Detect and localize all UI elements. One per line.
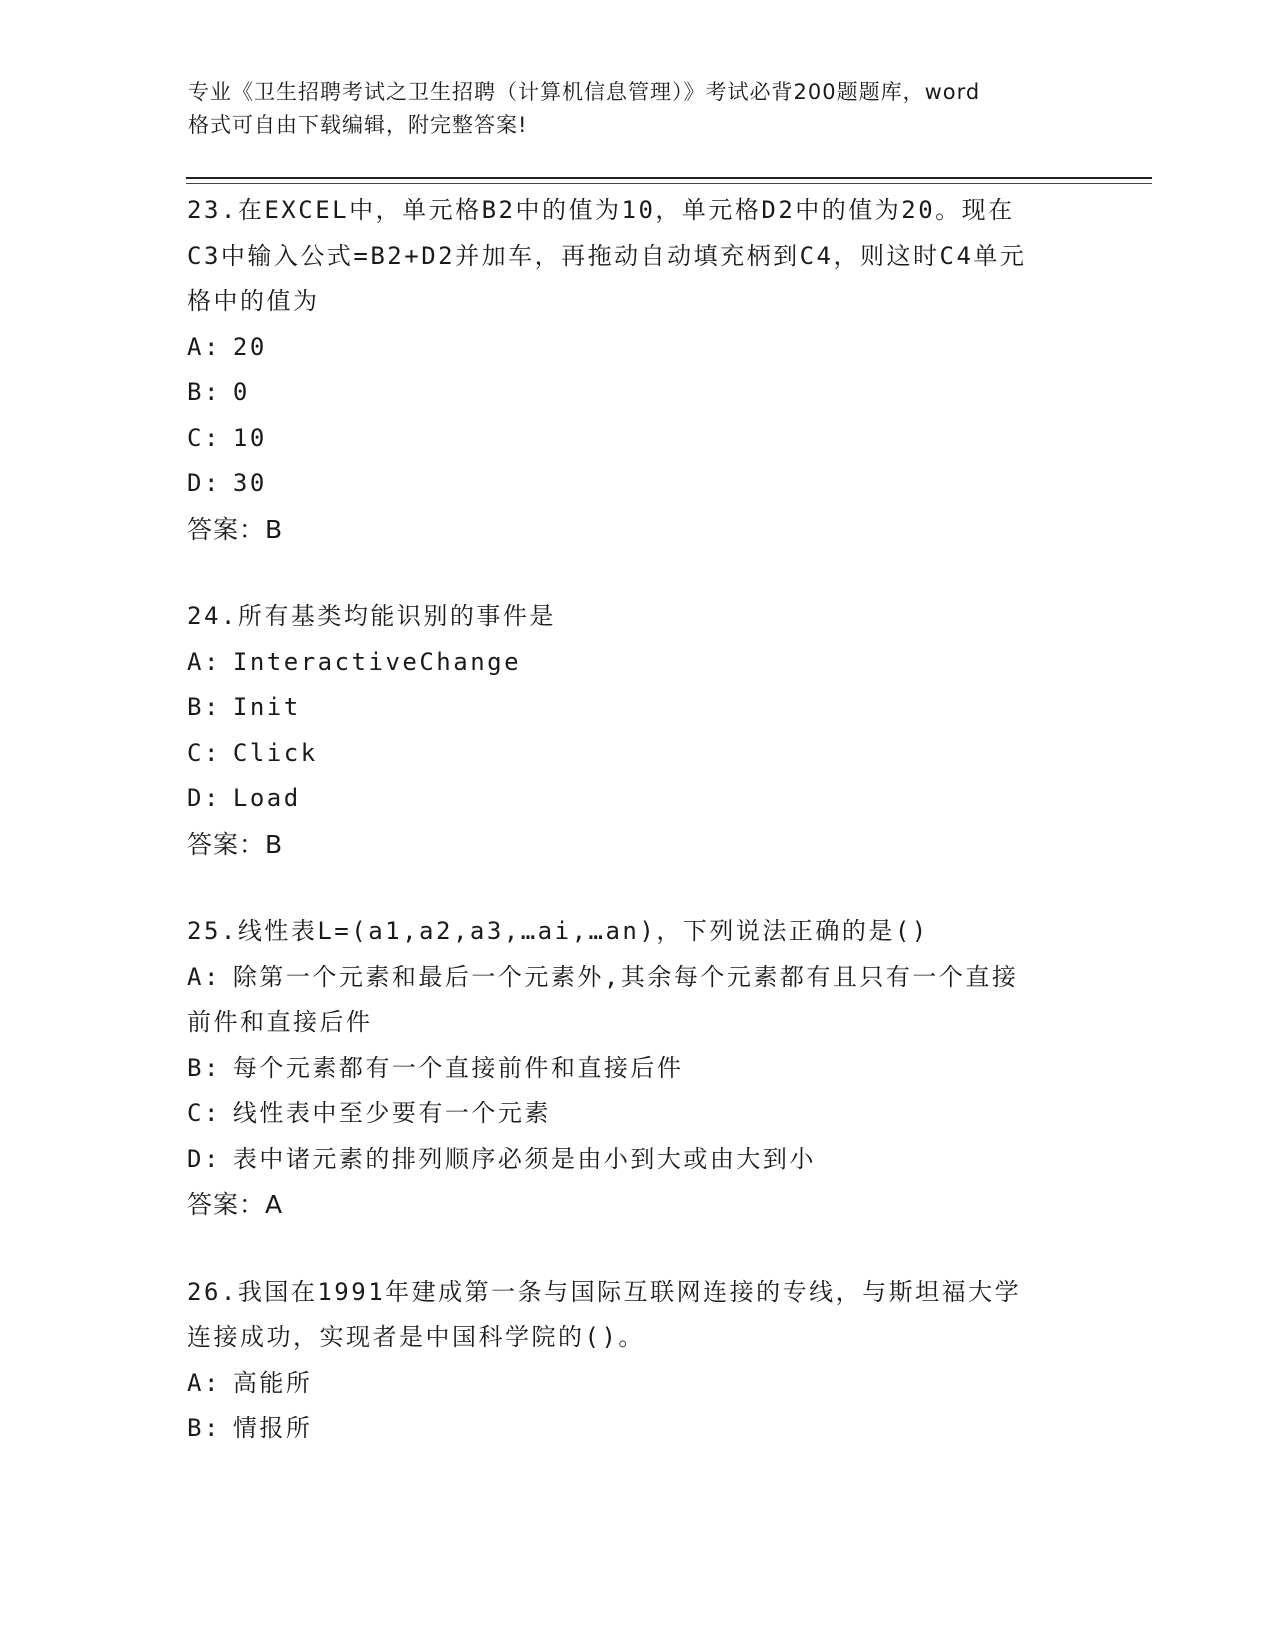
option-key: A (187, 1368, 204, 1397)
question-25 (187, 909, 1087, 1228)
answer-line: 答案：B (187, 514, 284, 544)
option-c (187, 1091, 1087, 1137)
option-d (187, 776, 1087, 822)
question-26 (187, 1270, 1087, 1452)
question-text: 23.在EXCEL中，单元格B2中的值为10，单元格D2中的值为20。现在C3中输入公式=B2+D2并加车，再拖动自动填充柄到C4，则这时C4单元格中的值为 (187, 196, 1027, 315)
option-key: B (187, 1053, 204, 1082)
option-separator: : (203, 423, 221, 452)
option-separator: : (203, 1368, 221, 1397)
answer-line: 答案：A (187, 1190, 284, 1219)
question-text: 25.线性表L=(a1,a2,a3,…ai,…an)，下列说法正确的是() (187, 917, 929, 945)
question-spacer (187, 552, 1087, 594)
option-separator: : (203, 962, 221, 991)
option-text: 每个元素都有一个直接前件和直接后件 (232, 1053, 684, 1082)
option-separator: : (203, 469, 221, 497)
option-text: 10 (232, 423, 267, 452)
question-list (187, 188, 1087, 1452)
option-a (187, 640, 1087, 686)
option-text: Init (232, 693, 301, 721)
option-text: 0 (232, 378, 250, 406)
question-spacer (187, 867, 1087, 909)
option-key: A (187, 332, 204, 361)
question-text: 26.我国在1991年建成第一条与国际互联网连接的专线，与斯坦福大学连接成功，实现者是中国科学院的()。 (187, 1277, 1022, 1351)
option-d (187, 1137, 1087, 1183)
question-23 (187, 188, 1087, 552)
option-text: Load (232, 784, 301, 812)
question-24 (187, 594, 1087, 867)
option-key: D (187, 784, 204, 812)
question-spacer (187, 1228, 1087, 1270)
option-d (187, 461, 1087, 507)
option-separator: : (203, 1053, 221, 1082)
answer-line: 答案：B (187, 829, 284, 859)
option-text: 表中诸元素的排列顺序必须是由小到大或由大到小 (232, 1144, 816, 1173)
option-key: A (187, 647, 204, 676)
option-key: B (187, 1414, 204, 1442)
option-separator: : (203, 332, 221, 361)
option-key: C (187, 738, 204, 767)
option-separator: : (203, 1144, 221, 1173)
header-title-line-1: 专业《卫生招聘考试之卫生招聘（计算机信息管理）》考试必背200题题库，word (188, 80, 981, 104)
option-c (187, 416, 1087, 462)
option-b (187, 1406, 1087, 1452)
option-c (187, 731, 1087, 777)
option-key: C (187, 423, 204, 452)
option-a (187, 955, 1029, 1046)
option-separator: : (203, 784, 221, 812)
option-key: B (187, 693, 204, 721)
option-key: D (187, 1144, 204, 1173)
option-text: 高能所 (232, 1368, 313, 1397)
option-key: D (187, 469, 204, 497)
option-text: InteractiveChange (232, 647, 522, 676)
option-separator: : (203, 738, 221, 767)
option-text: 除第一个元素和最后一个元素外,其余每个元素都有且只有一个直接前件和直接后件 (187, 962, 1019, 1036)
option-b (187, 370, 1087, 416)
option-b (187, 685, 1087, 731)
option-text: 线性表中至少要有一个元素 (232, 1099, 551, 1127)
header-divider-thin (186, 183, 1152, 184)
option-b (187, 1046, 1087, 1092)
option-text: 20 (232, 332, 267, 361)
option-separator: : (203, 378, 221, 406)
option-text: 30 (232, 469, 267, 497)
option-separator: : (203, 693, 221, 721)
header-divider-thick (186, 177, 1152, 179)
header-title-line-2: 格式可自由下载编辑，附完整答案! (188, 113, 528, 137)
option-key: B (187, 378, 204, 406)
option-text: 情报所 (232, 1414, 313, 1442)
option-text: Click (232, 738, 318, 767)
question-text: 24.所有基类均能识别的事件是 (187, 602, 556, 630)
option-separator: : (203, 647, 221, 676)
option-a (187, 325, 1087, 371)
document-header (188, 76, 1088, 142)
option-key: A (187, 962, 204, 991)
option-separator: : (203, 1099, 221, 1127)
option-separator: : (203, 1414, 221, 1442)
option-a (187, 1361, 1087, 1407)
option-key: C (187, 1099, 204, 1127)
